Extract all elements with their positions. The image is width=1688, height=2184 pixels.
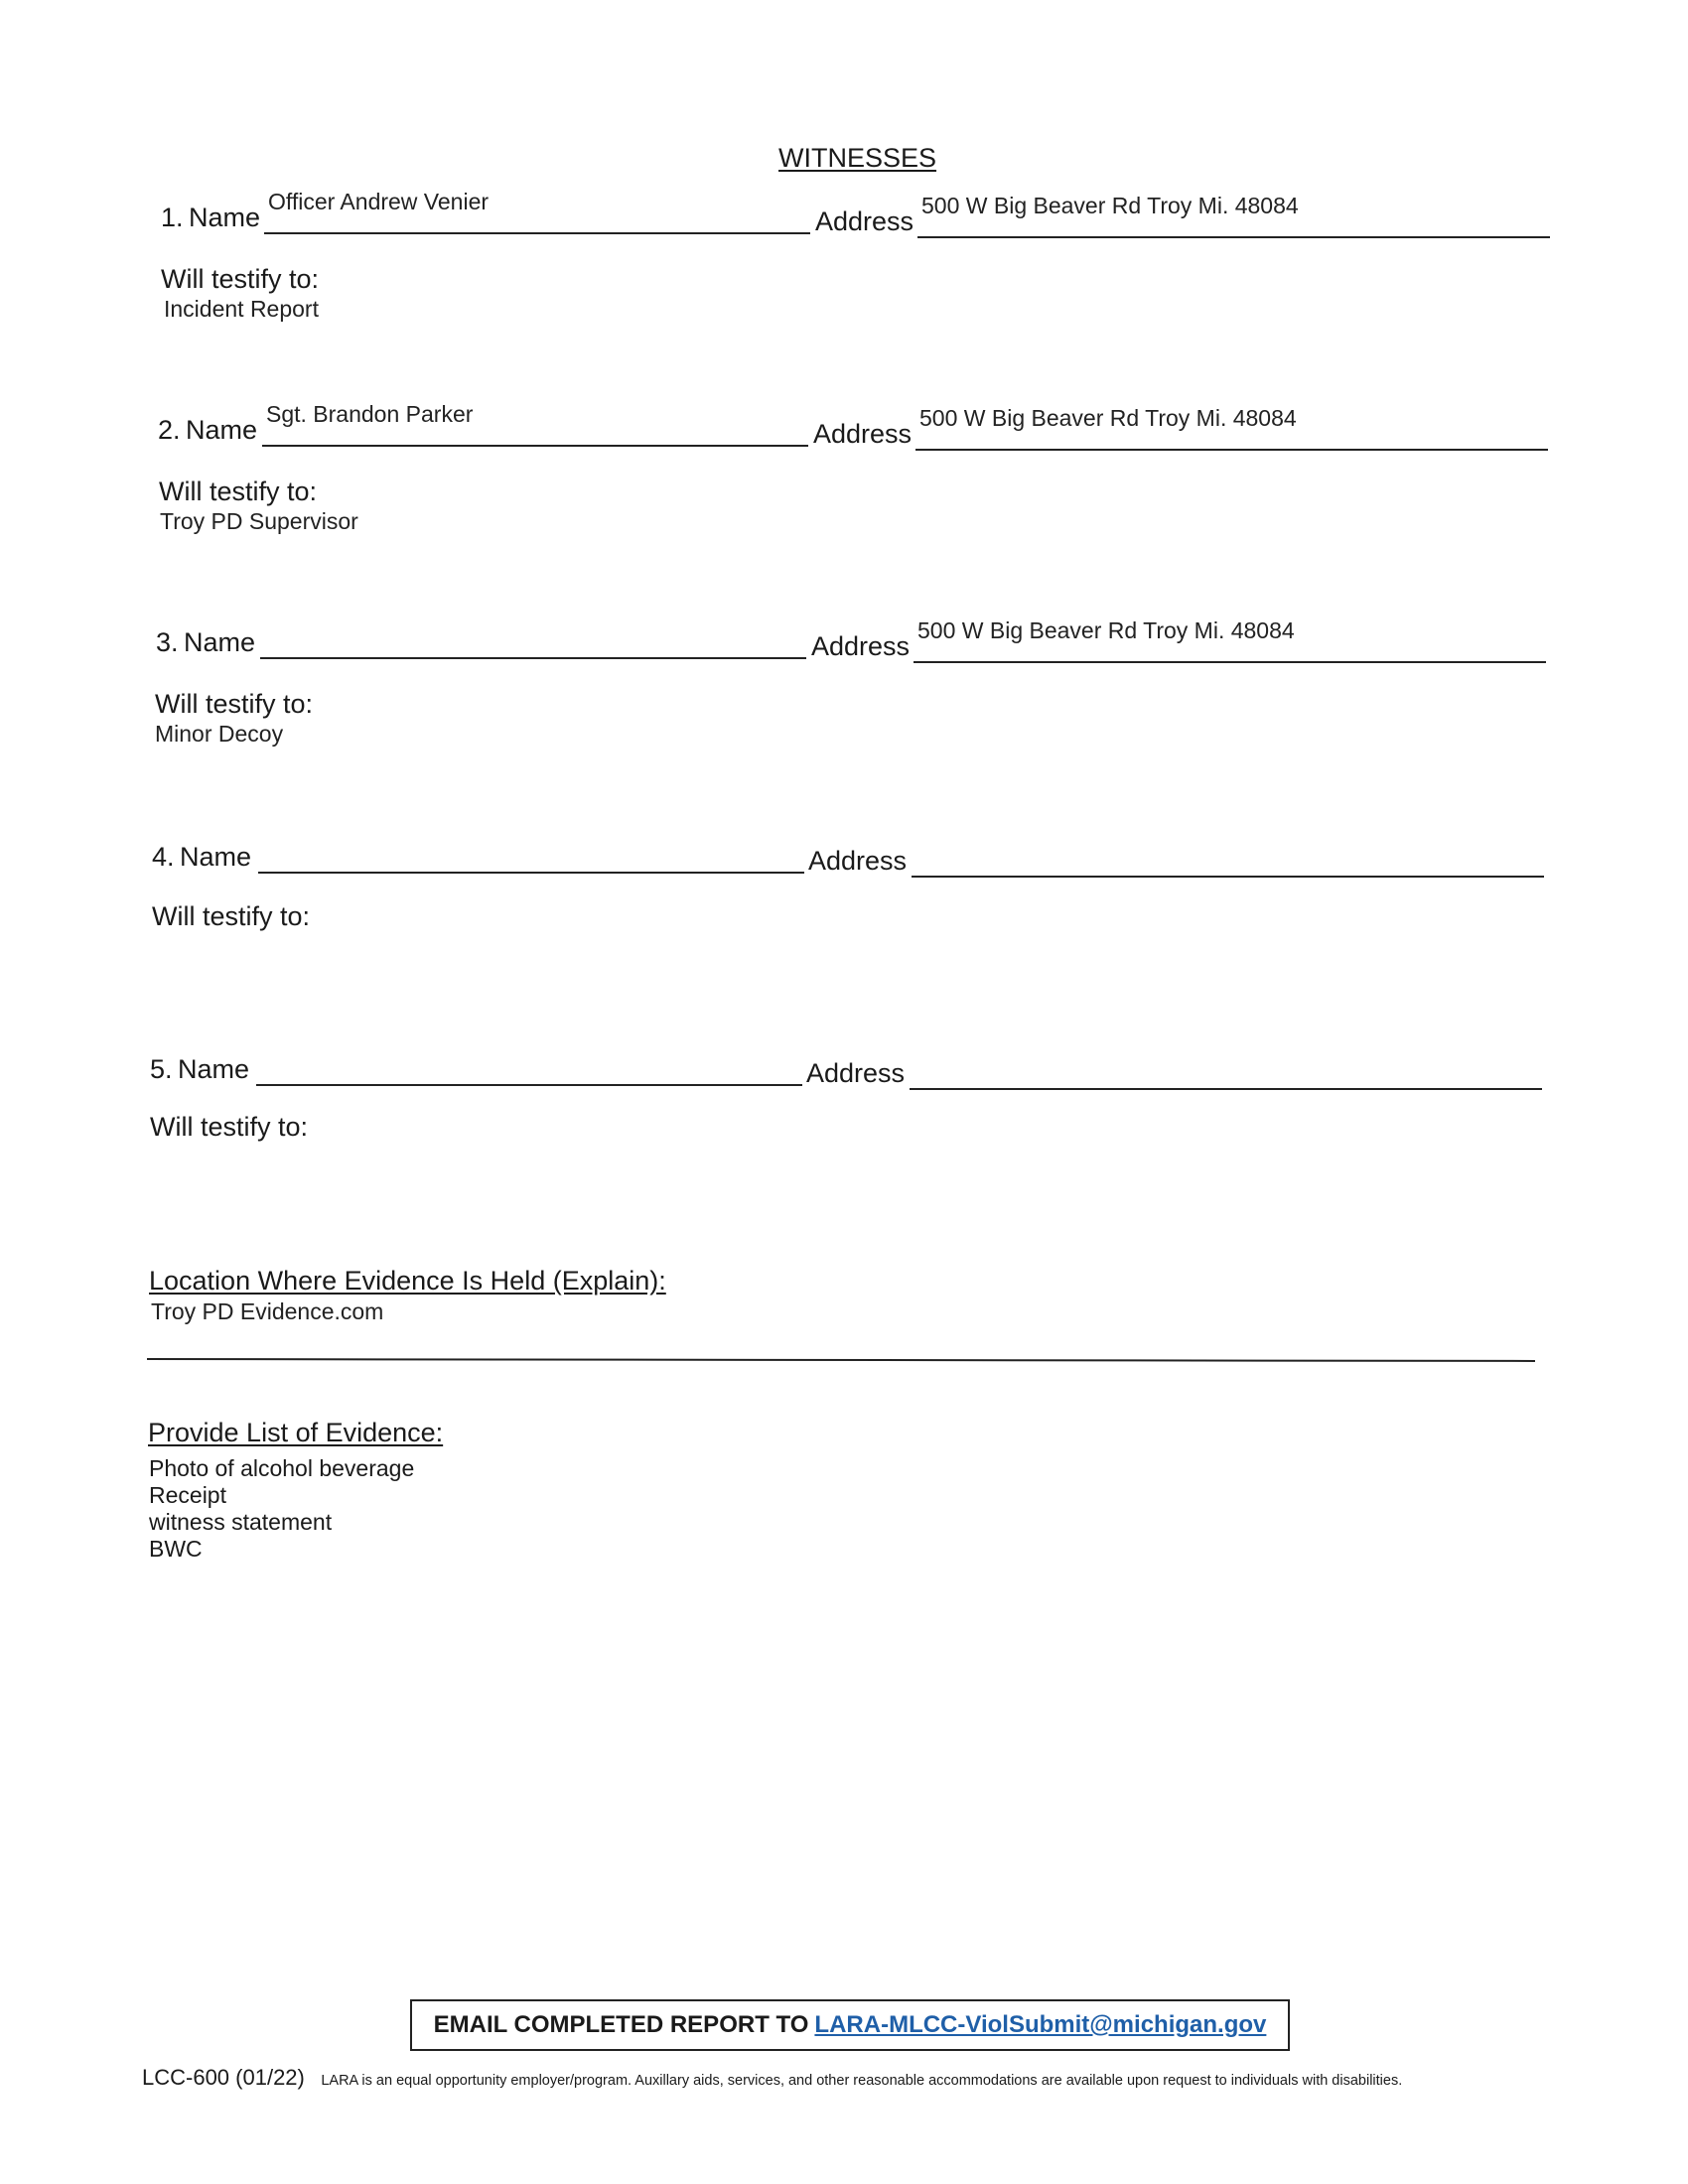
name-label: Name — [180, 842, 252, 872]
evidence-item: Receipt — [149, 1482, 226, 1508]
address-line — [917, 236, 1550, 238]
will-testify-value[interactable]: Troy PD Supervisor — [160, 508, 358, 534]
form-code: LCC-600 (01/22) — [142, 2065, 305, 2090]
email-instruction-box — [410, 1999, 1290, 2051]
will-testify-label: Will testify to: — [150, 1112, 309, 1142]
witness-number: 2. — [158, 415, 181, 445]
witness-name[interactable]: Sgt. Brandon Parker — [266, 401, 474, 427]
email-instruction-text: EMAIL COMPLETED REPORT TO — [433, 2011, 809, 2038]
will-testify-label: Will testify to: — [152, 901, 311, 931]
will-testify-label: Will testify to: — [159, 477, 318, 506]
address-label: Address — [813, 419, 913, 449]
name-line — [258, 872, 804, 874]
name-line — [262, 445, 808, 447]
evidence-item: witness statement — [149, 1509, 333, 1535]
name-label: Name — [186, 415, 258, 445]
witness-entry-3 — [0, 614, 1688, 812]
address-line — [914, 661, 1546, 663]
witnesses-heading: WITNESSES — [778, 143, 937, 173]
name-label: Name — [184, 627, 256, 657]
witness-entry-4 — [0, 828, 1688, 1026]
will-testify-value[interactable]: Minor Decoy — [155, 721, 284, 747]
name-label: Name — [189, 203, 261, 232]
equal-opportunity-note: LARA is an equal opportunity employer/program. Auxillary aids, services, and other reasonable accommodations are available upon request to individuals with disabilities. — [321, 2073, 1403, 2089]
evidence-list — [149, 1455, 414, 1563]
evidence-item: BWC — [149, 1536, 203, 1562]
evidence-list-label: Provide List of Evidence: — [148, 1418, 444, 1447]
address-label: Address — [815, 206, 914, 236]
witness-number: 3. — [156, 627, 179, 657]
witness-number: 5. — [150, 1054, 173, 1084]
address-line — [910, 1088, 1542, 1090]
will-testify-value[interactable]: Incident Report — [164, 296, 319, 322]
witness-name[interactable]: Officer Andrew Venier — [268, 189, 490, 214]
evidence-item: Photo of alcohol beverage — [149, 1455, 415, 1481]
witness-address[interactable]: 500 W Big Beaver Rd Troy Mi. 48084 — [921, 193, 1299, 218]
will-testify-label: Will testify to: — [161, 264, 320, 294]
witness-address[interactable]: 500 W Big Beaver Rd Troy Mi. 48084 — [919, 405, 1297, 431]
evidence-location-line — [147, 1358, 1535, 1362]
address-label: Address — [808, 846, 908, 876]
name-line — [260, 657, 806, 659]
evidence-location-label: Location Where Evidence Is Held (Explain): — [149, 1266, 666, 1296]
witness-entry-1 — [0, 189, 1688, 387]
witness-entry-2 — [0, 401, 1688, 600]
will-testify-label: Will testify to: — [155, 689, 314, 719]
address-label: Address — [806, 1058, 906, 1088]
evidence-location-value[interactable]: Troy PD Evidence.com — [151, 1298, 384, 1324]
witness-entry-5 — [0, 1040, 1688, 1239]
witness-number: 1. — [161, 203, 184, 232]
footer — [142, 2065, 1402, 2091]
witness-number: 4. — [152, 842, 175, 872]
name-label: Name — [178, 1054, 250, 1084]
name-line — [256, 1084, 802, 1086]
name-line — [264, 232, 810, 234]
address-label: Address — [811, 631, 911, 661]
witness-address[interactable]: 500 W Big Beaver Rd Troy Mi. 48084 — [917, 617, 1295, 643]
email-link[interactable]: LARA-MLCC-ViolSubmit@michigan.gov — [814, 2011, 1267, 2038]
address-line — [912, 876, 1544, 878]
address-line — [915, 449, 1548, 451]
